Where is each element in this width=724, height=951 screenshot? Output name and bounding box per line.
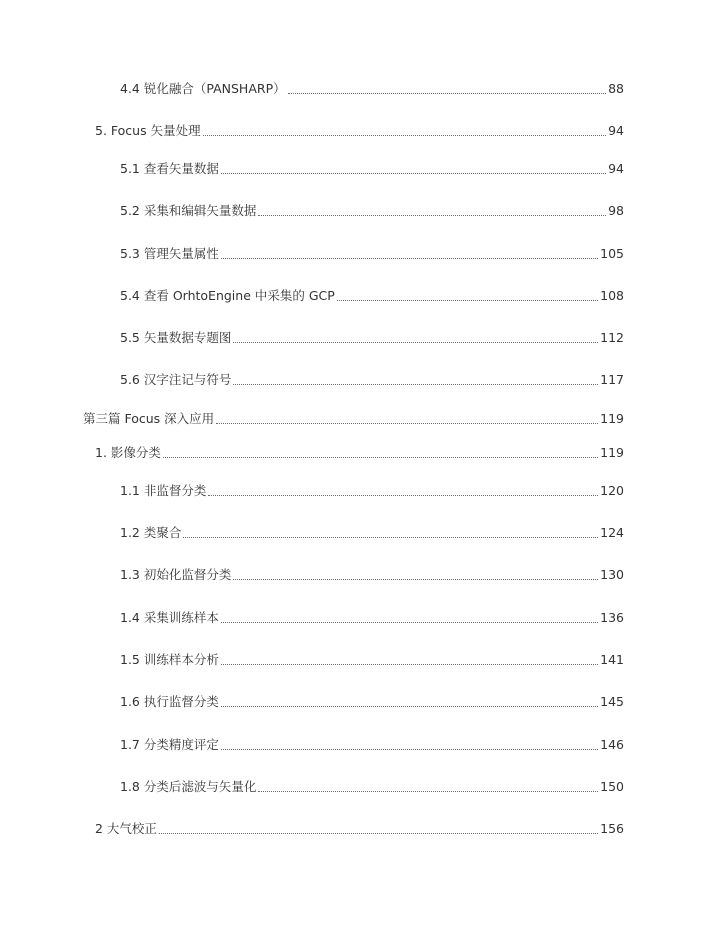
toc-leader-dots	[233, 384, 598, 385]
toc-entry-1-1[interactable]	[120, 482, 624, 500]
toc-entry-title: 第三篇 Focus 深入应用	[83, 411, 215, 426]
toc-entry-page: 156	[600, 821, 624, 836]
toc-entry-page: 117	[600, 372, 624, 387]
toc-entry-page: 105	[600, 246, 624, 261]
toc-entry-page: 136	[600, 610, 624, 625]
toc-entry-5-3[interactable]	[120, 245, 624, 263]
toc-leader-dots	[203, 135, 607, 136]
toc-leader-dots	[258, 215, 606, 216]
toc-entry-5-6[interactable]	[120, 371, 624, 389]
toc-entry-title: 5. Focus 矢量处理	[95, 123, 201, 138]
toc-entry-5-4[interactable]	[120, 287, 624, 305]
toc-entry-title: 1.4 采集训练样本	[120, 610, 219, 625]
toc-entry-page: 112	[600, 330, 624, 345]
toc-entry-page: 124	[600, 525, 624, 540]
toc-entry-5-5[interactable]	[120, 329, 624, 347]
toc-entry-page: 120	[600, 483, 624, 498]
toc-entry-4-4[interactable]	[120, 80, 624, 98]
toc-entry-page: 145	[600, 694, 624, 709]
toc-entry-title: 1.5 训练样本分析	[120, 652, 219, 667]
toc-entry-title: 5.4 查看 OrhtoEngine 中采集的 GCP	[120, 288, 335, 303]
toc-leader-dots	[221, 706, 598, 707]
toc-leader-dots	[221, 749, 598, 750]
toc-entry-page: 130	[600, 567, 624, 582]
toc-leader-dots	[288, 93, 606, 94]
toc-entry-title: 1.8 分类后滤波与矢量化	[120, 779, 257, 794]
toc-entry-title: 5.5 矢量数据专题图	[120, 330, 232, 345]
toc-entry-1-7[interactable]	[120, 736, 624, 754]
toc-entry-title: 1.3 初始化监督分类	[120, 567, 232, 582]
toc-leader-dots	[216, 423, 598, 424]
toc-entry-title: 1.7 分类精度评定	[120, 737, 219, 752]
toc-entry-title: 5.3 管理矢量属性	[120, 246, 219, 261]
toc-entry-title: 4.4 锐化融合（PANSHARP）	[120, 81, 286, 96]
toc-leader-dots	[258, 791, 598, 792]
toc-entry-page: 119	[600, 445, 624, 460]
toc-leader-dots	[221, 622, 598, 623]
toc-leader-dots	[163, 457, 598, 458]
toc-entry-title: 5.1 查看矢量数据	[120, 161, 219, 176]
toc-leader-dots	[233, 342, 598, 343]
toc-entry-title: 5.6 汉字注记与符号	[120, 372, 232, 387]
toc-entry-1-3[interactable]	[120, 566, 624, 584]
toc-entry-title: 1.1 非监督分类	[120, 483, 207, 498]
toc-entry-page: 150	[600, 779, 624, 794]
toc-entry-page: 94	[608, 123, 624, 138]
toc-leader-dots	[233, 579, 598, 580]
toc-leader-dots	[208, 495, 598, 496]
toc-leader-dots	[159, 833, 598, 834]
toc-entry-title: 5.2 采集和编辑矢量数据	[120, 203, 257, 218]
toc-entry-part-3[interactable]	[83, 410, 624, 428]
toc-leader-dots	[221, 258, 598, 259]
toc-entry-title: 1.6 执行监督分类	[120, 694, 219, 709]
toc-entry-5[interactable]	[95, 122, 624, 140]
toc-entry-1-4[interactable]	[120, 609, 624, 627]
toc-entry-1-8[interactable]	[120, 778, 624, 796]
toc-entry-1[interactable]	[95, 444, 624, 462]
toc-entry-title: 1.2 类聚合	[120, 525, 182, 540]
toc-entry-page: 88	[608, 81, 624, 96]
toc-entry-page: 94	[608, 161, 624, 176]
toc-entry-1-6[interactable]	[120, 693, 624, 711]
toc-leader-dots	[221, 664, 598, 665]
toc-leader-dots	[221, 173, 606, 174]
toc-entry-title: 2 大气校正	[95, 821, 157, 836]
toc-entry-1-2[interactable]	[120, 524, 624, 542]
toc-entry-page: 146	[600, 737, 624, 752]
toc-entry-5-2[interactable]	[120, 202, 624, 220]
toc-entry-page: 98	[608, 203, 624, 218]
toc-entry-page: 141	[600, 652, 624, 667]
toc-entry-page: 119	[600, 411, 624, 426]
toc-entry-1-5[interactable]	[120, 651, 624, 669]
toc-entry-2[interactable]	[95, 820, 624, 838]
toc-entry-page: 108	[600, 288, 624, 303]
toc-entry-5-1[interactable]	[120, 160, 624, 178]
toc-leader-dots	[183, 537, 598, 538]
toc-leader-dots	[337, 300, 598, 301]
toc-entry-title: 1. 影像分类	[95, 445, 161, 460]
